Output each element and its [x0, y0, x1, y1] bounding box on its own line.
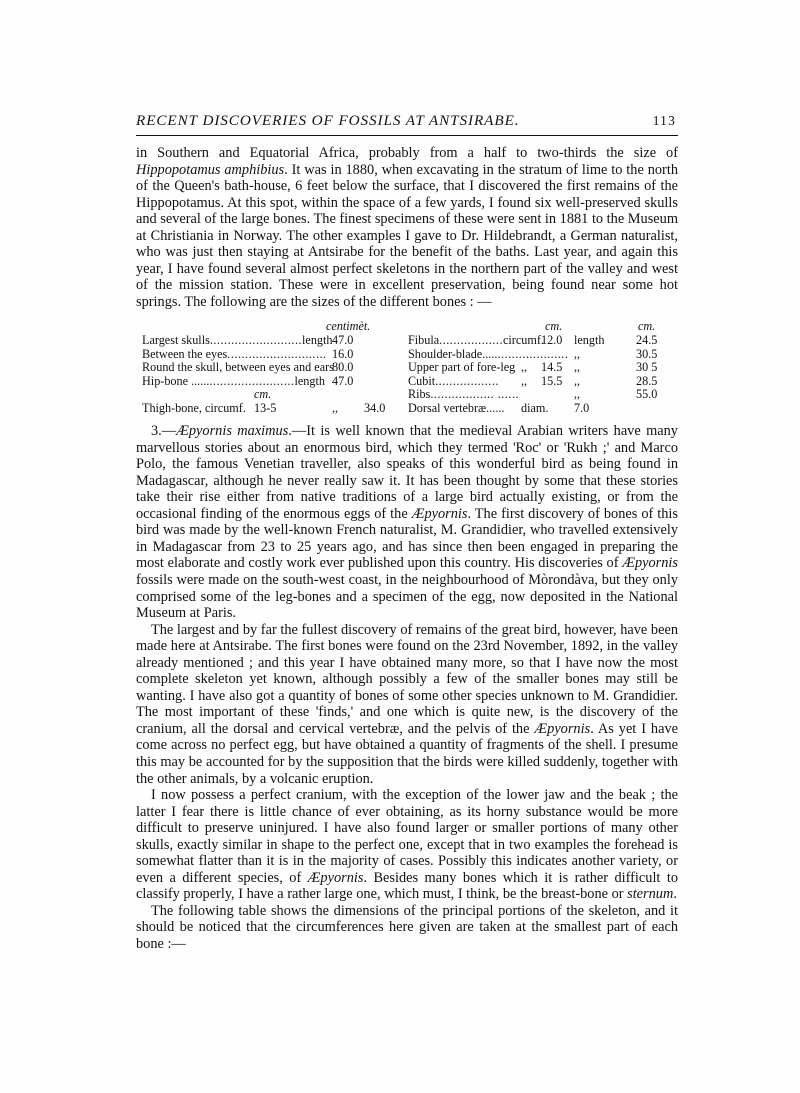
row-value2-cubit: 28.5: [636, 373, 658, 388]
leader-dots: .................. ......: [430, 387, 520, 402]
row-label-fibula: Fibula..................circumf.: [408, 333, 544, 348]
p4-text-b: . Besides many bones which it is rather difficult to classify properly, I have a rather large one, which must, I think, be the breast-bone or: [136, 869, 679, 903]
table-row: [136, 375, 678, 389]
leader-dots: ..................: [439, 333, 503, 348]
p1-text-a: in Southern and Equatorial Africa, probably from a half to two-thirds the size of: [136, 145, 678, 161]
paragraph-table-intro: The following table shows the dimensions of the principal portions of the skeleton, and it should be noticed that the circumferences here given are taken at the smallest part of each bone :—: [136, 902, 678, 952]
right-column-unit-header-1: cm.: [545, 319, 563, 334]
row-dim2-shoulder-blade: ,,: [574, 346, 581, 361]
running-head: [136, 112, 678, 133]
row-label-ribs: Ribs.................. ......: [408, 387, 520, 402]
leader-dots: ..................: [435, 373, 499, 388]
row-value2-shoulder-blade: 30.5: [636, 346, 658, 361]
paragraph-aepyornis-intro: [136, 423, 678, 622]
row-value1-cubit: 15.5: [541, 373, 563, 388]
page-content: [136, 112, 678, 953]
row-label-round-skull: Round the skull, between eyes and ears: [142, 360, 334, 375]
row-value1-upper-fore-leg: 14.5: [541, 360, 563, 375]
p3-species-name: Æpyornis: [534, 720, 591, 737]
row-label-upper-fore-leg: Upper part of fore-leg: [408, 360, 516, 375]
row-value-round-skull: 80.0: [332, 360, 354, 375]
p1-text-b: . It was in 1880, when excavating in the stratum of lime to the north of the Queen's bath-house, 6 feet below the surface, that I discovered the first remains of the Hippopotamus. At this spot, within the space of a few yards, I found six well-preserved skulls and several of the large bones. The finest specimens of these were sent in 1881 to the Museum at Christiania in Norway. The other examples I gave to Dr. Hildebrandt, a German naturalist, who was just then staying at Antsirabe for the benefit of the baths. Last year, and again this year, I have found several almost perfect skeletons in the northern part of the valley and west of the mission station. These were in excellent preservation, being found near some hot springs. The following are the sizes of the different bones : —: [136, 161, 678, 310]
row-value2-ribs: 55.0: [636, 387, 658, 402]
row-dim2-fibula: length: [574, 333, 605, 348]
p4-text-c: .: [673, 886, 677, 903]
running-head-title: RECENT DISCOVERIES OF FOSSILS AT ANTSIRABE.: [136, 112, 520, 129]
row-dim: length: [294, 373, 325, 388]
table-row: [136, 334, 678, 348]
p4-text-a: I now possess a perfect cranium, with the exception of the lower jaw and the beak ; the latter I fear there is little chance of ever obtaining, as its horny substance would be more difficult to preserve uninjured. I have also found larger or smaller portions of many other skulls, exactly similar in shape to the perfect one, except that in two examples the forehead is somewhat flatter than it is in the majority of cases. Possibly this indicates another variety, or even a different species, of: [136, 787, 678, 886]
row-label-thigh-bone: Thigh-bone, circumf.: [142, 401, 246, 416]
p2-text-a: .—It is well known that the medieval Arabian writers have many marvellous stories about an enormous bird, which they termed 'Roc' or 'Rukh ;' and Marco Polo, the famous Venetian traveller, also speaks of this wonderful bird as being found in Madagascar, although he never really saw it. It has been thought by some that these stories take their rise either from native traditions of a large bird actually existing, or from the occasional finding of the enormous eggs of the: [136, 423, 678, 522]
row-label-largest-skulls: Largest skulls..........................length: [142, 333, 333, 348]
row-value-between-eyes: 16.0: [332, 346, 354, 361]
p2-text-c: fossils were made on the south-west coast, in the neighbourhood of Mòrondàva, but they only comprised some of the leg-bones and a specimen of the egg, now deposited in the National Museum at Paris.: [136, 571, 678, 622]
row-value2-upper-fore-leg: 30 5: [636, 360, 658, 375]
p2-species-name-2: Æpyornis: [411, 505, 468, 522]
p2-species-name-3: Æpyornis: [622, 555, 678, 572]
table-row: [136, 402, 678, 417]
row-value-hip-bone: 47.0: [332, 373, 354, 388]
p2-section-number: 3.—: [151, 423, 177, 440]
row-dim1-dorsal-vertebrae: diam.: [521, 401, 549, 416]
header-rule: [136, 135, 678, 136]
leader-dots: ..........................: [209, 333, 303, 348]
paragraph-antsirabe-discovery: [136, 622, 678, 787]
row-value1-fibula: 12.0: [541, 333, 563, 348]
row-dim1-cubit: ,,: [521, 373, 528, 388]
table-row: [136, 388, 678, 402]
table-row: [136, 348, 678, 362]
row-dim1-upper-fore-leg: ,,: [521, 360, 528, 375]
p4-species-name: Æpyornis: [307, 869, 364, 886]
leader-dots: ....................: [497, 346, 569, 361]
p4-sternum-italic: sternum: [627, 886, 674, 903]
row-label-dorsal-vertebrae: Dorsal vertebræ......: [408, 401, 505, 416]
row-dim-1: circumf.: [503, 333, 544, 348]
row-label-shoulder-blade: Shoulder-blade.........................: [408, 346, 569, 361]
right-column-unit-header-2: cm.: [638, 319, 656, 334]
p2-text-b: . The first discovery of bones of this bird was made by the well-known French naturalist, M. Grandidier, who travelled extensively in Madagascar from 23 to 25 years ago, and has since then been engaged in preparing the most elaborate and costly work ever published upon this country. His discoveries of: [136, 505, 678, 572]
row-value-largest-skulls: 47.0: [332, 333, 354, 348]
p3-text-a: The largest and by far the fullest discovery of remains of the great bird, however, have been made here at Antsirabe. The first bones were found on the 23rd November, 1892, in the valley already mentioned ; and this year I have obtained many more, so that I have now the most complete skeleton yet known, although possibly a few of the smaller bones may still be wanting. I have also got a quantity of bones of some other species unknown to M. Grandidier. The most important of these 'finds,' and one which is quite new, is the discovery of the cranium, all the dorsal and cervical vertebræ, and the pelvis of the: [136, 621, 678, 737]
row-dim2-ribs: ,,: [574, 387, 581, 402]
row-value2-thigh-bone: 34.0: [364, 401, 386, 416]
page-number: 113: [652, 113, 676, 128]
row-label-cubit: Cubit..................: [408, 373, 499, 388]
row-label-between-eyes: Between the eyes............................: [142, 346, 327, 361]
row-value1-thigh-bone: 13-5: [254, 401, 277, 416]
left-column-unit-header: centimèt.: [326, 319, 371, 334]
p1-species-name: Hippopotamus amphibius: [136, 161, 285, 178]
paragraph-hippopotamus: [136, 145, 678, 310]
left-column-subunit-header: cm.: [254, 387, 272, 402]
row-dim2-thigh-bone: ,,: [332, 401, 339, 416]
row-dim2-cubit: ,,: [574, 373, 581, 388]
p2-species-name: Æpyornis maximus: [176, 423, 289, 440]
leader-dots: ............................: [227, 346, 327, 361]
leader-dots: ........................: [209, 373, 295, 388]
row-dim2-upper-fore-leg: ,,: [574, 360, 581, 375]
row-label-hip-bone: Hip-bone ..............................length: [142, 373, 325, 388]
table-row: [136, 361, 678, 375]
paragraph-cranium: [136, 787, 678, 903]
row-dim: length: [302, 333, 333, 348]
hippopotamus-measurements-table: [136, 320, 678, 417]
row-value2-fibula: 24.5: [636, 333, 658, 348]
p3-text-b: . As yet I have come across no perfect egg, but have obtained a quantity of fragments of the shell. I presume this may be accounted for by the supposition that the birds were killed suddenly, together with the other animals, by a volcanic eruption.: [136, 720, 678, 787]
row-value1-dorsal-vertebrae: 7.0: [574, 401, 590, 416]
table-header-row: [136, 320, 678, 334]
